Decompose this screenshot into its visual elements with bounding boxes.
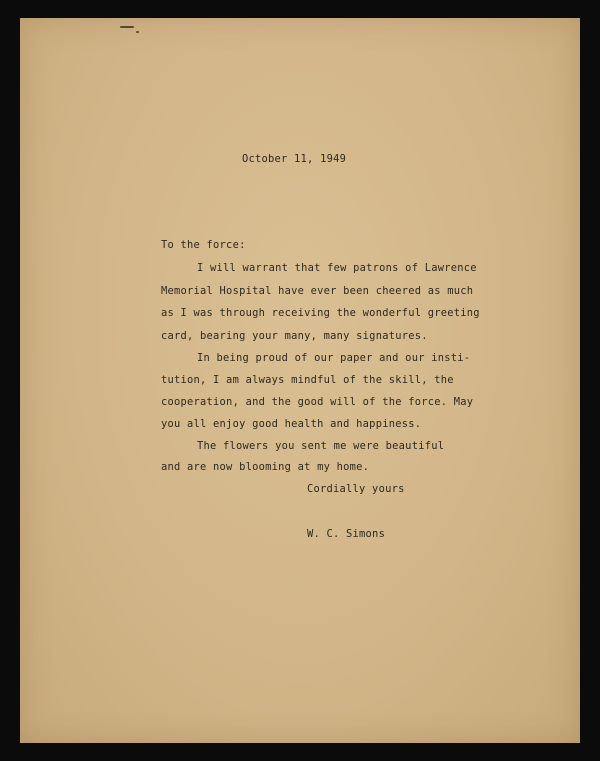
paper-mark (120, 26, 134, 28)
letter-paragraph-2-line-4: you all enjoy good health and happiness. (161, 418, 422, 430)
letter-paragraph-1-line-4: card, bearing your many, many signatures. (161, 330, 428, 342)
letter-paper (20, 18, 580, 743)
letter-paragraph-2-line-2: tution, I am always mindful of the skill, the (161, 374, 454, 386)
letter-signature: W. C. Simons (307, 528, 386, 540)
letter-paragraph-1-line-3: as I was through receiving the wonderful greeting (161, 307, 480, 319)
letter-paragraph-2-line-1: In being proud of our paper and our insti- (197, 352, 471, 364)
letter-paragraph-1-line-2: Memorial Hospital have ever been cheered as much (161, 285, 474, 297)
letter-salutation: To the force: (161, 239, 246, 251)
letter-paragraph-1-line-1: I will warrant that few patrons of Lawrence (197, 262, 477, 274)
letter-closing: Cordially yours (307, 483, 405, 495)
letter-paragraph-3-line-2: and are now blooming at my home. (161, 461, 370, 473)
letter-paragraph-3-line-1: The flowers you sent me were beautiful (197, 440, 445, 452)
letter-paragraph-2-line-3: cooperation, and the good will of the force. May (161, 396, 474, 408)
letter-date: October 11, 1949 (242, 153, 347, 165)
paper-mark (136, 31, 139, 33)
